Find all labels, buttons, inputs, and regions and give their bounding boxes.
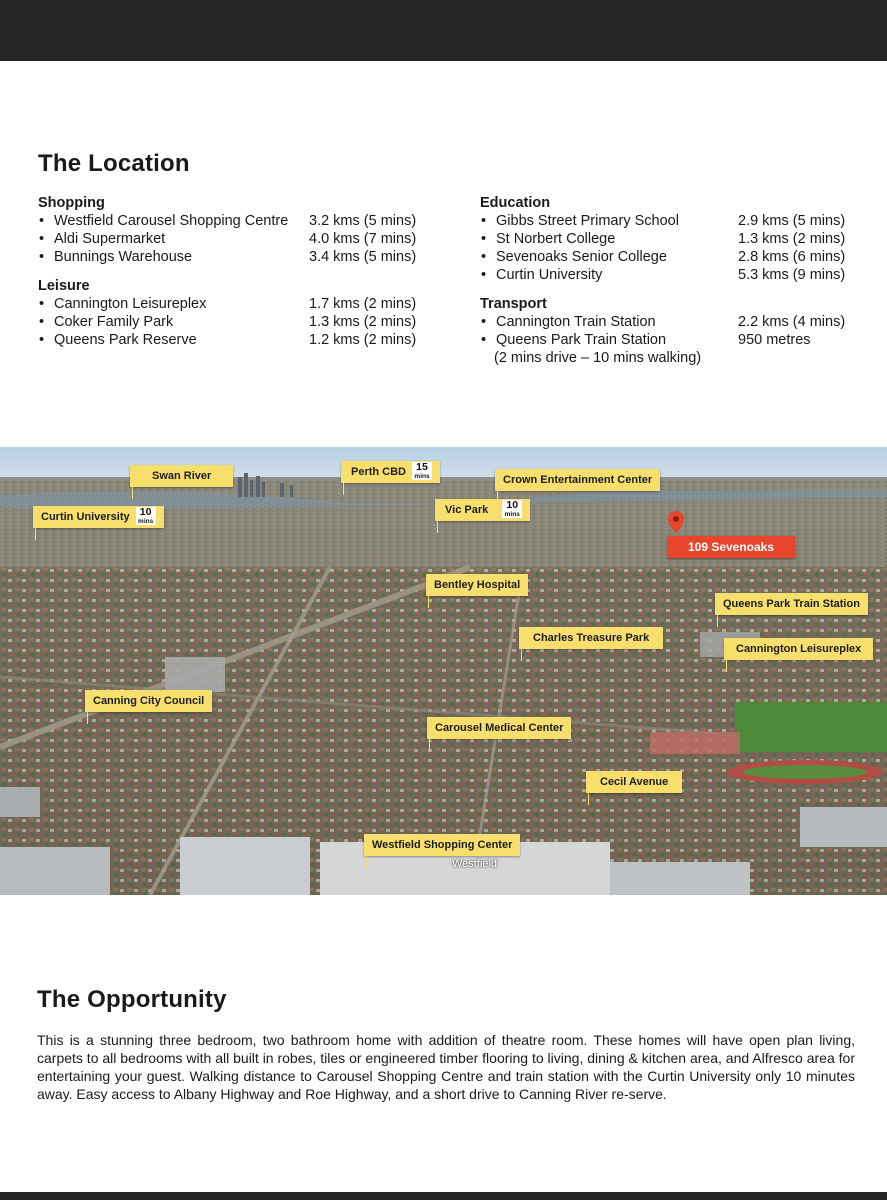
green-oval (735, 702, 887, 752)
map-label-bentley-hospital (426, 574, 528, 596)
transport-group (480, 295, 850, 367)
westfield-sign: Westfield (452, 858, 498, 870)
map-label-text: Queens Park Train Station (723, 598, 860, 610)
place-name: Curtin University (496, 267, 603, 283)
map-label-vic-park (435, 499, 530, 521)
list-item (38, 313, 428, 331)
bullet: • (39, 249, 45, 265)
place-distance: 4.0 kms (7 mins) (309, 231, 417, 247)
map-label-crown (495, 469, 660, 491)
top-bar (0, 0, 887, 61)
location-left-column (38, 194, 428, 360)
westfield-roof (180, 837, 310, 895)
map-label-text: Westfield Shopping Center (372, 839, 513, 851)
place-distance: 3.2 kms (5 mins) (309, 213, 417, 229)
bullet: • (481, 213, 487, 229)
map-label-perth-cbd (341, 461, 440, 483)
place-distance: 2.2 kms (4 mins) (738, 314, 846, 330)
transport-heading: Transport (480, 296, 547, 312)
place-distance: 1.7 kms (2 mins) (309, 296, 417, 312)
transport-note: (2 mins drive – 10 mins walking) (494, 350, 702, 366)
place-name: Westfield Carousel Shopping Centre (54, 213, 289, 229)
place-name: Bunnings Warehouse (54, 249, 193, 265)
travel-time-value: 10 (506, 499, 519, 512)
place-name: Sevenoaks Senior College (496, 249, 667, 265)
track-infield (743, 765, 867, 779)
target-property-label: 109 Sevenoaks (667, 536, 795, 558)
place-distance: 3.4 kms (5 mins) (309, 249, 417, 265)
shopping-heading: Shopping (38, 195, 105, 211)
place-name: Aldi Supermarket (54, 231, 166, 247)
map-label-cecil-avenue (586, 771, 682, 793)
map-label-charles-treasure-park (519, 627, 663, 649)
place-distance: 1.2 kms (2 mins) (309, 332, 417, 348)
building (165, 657, 225, 692)
bullet: • (481, 249, 487, 265)
building (650, 732, 740, 754)
place-distance: 1.3 kms (2 mins) (309, 314, 417, 330)
building (800, 807, 887, 847)
map-label-queens-park-station (715, 593, 868, 615)
bullet: • (39, 231, 45, 247)
list-item (480, 230, 850, 248)
list-item (38, 331, 428, 349)
list-item (38, 230, 428, 248)
bullet: • (39, 314, 45, 330)
map-label-text: Charles Treasure Park (533, 632, 650, 644)
bullet: • (39, 296, 45, 312)
list-item (480, 266, 850, 284)
map-label-text: Vic Park (445, 504, 489, 516)
place-name: St Norbert College (496, 231, 616, 247)
bullet: • (481, 314, 487, 330)
list-item (38, 295, 428, 313)
education-heading: Education (480, 195, 551, 211)
travel-time-badge (136, 507, 156, 525)
travel-time-value: 10 (139, 506, 152, 519)
map-label-text: Curtin University (41, 511, 130, 523)
place-name: Queens Park Reserve (54, 332, 197, 348)
map-label-text: Swan River (152, 470, 212, 482)
bottom-bar (0, 1192, 887, 1200)
map-label-text: Cannington Leisureplex (736, 643, 862, 655)
travel-time-badge (502, 500, 522, 518)
place-name: Queens Park Train Station (496, 332, 667, 348)
travel-time-unit: mins (138, 518, 154, 526)
location-pin-icon (667, 510, 685, 534)
building (0, 787, 40, 817)
map-label-westfield-shopping-center (364, 834, 520, 856)
bullet: • (481, 332, 487, 348)
place-name: Gibbs Street Primary School (496, 213, 679, 229)
map-label-text: Perth CBD (351, 466, 407, 478)
bullet: • (481, 267, 487, 283)
shopping-group (38, 194, 428, 266)
map-label-text: Crown Entertainment Center (503, 474, 653, 486)
list-item (38, 212, 428, 230)
opportunity-title: The Opportunity (37, 986, 227, 1013)
transport-note-row (480, 349, 850, 367)
place-name: Cannington Train Station (496, 314, 656, 330)
list-item (480, 248, 850, 266)
map-label-cannington-leisureplex (724, 638, 873, 660)
bullet: • (39, 332, 45, 348)
education-group (480, 194, 850, 284)
building (0, 847, 110, 895)
place-distance: 2.8 kms (6 mins) (738, 249, 846, 265)
list-item (480, 212, 850, 230)
place-name: Cannington Leisureplex (54, 296, 207, 312)
place-distance: 5.3 kms (9 mins) (738, 267, 846, 283)
map-label-swan-river (130, 465, 233, 487)
list-item (38, 248, 428, 266)
place-distance: 950 metres (738, 332, 811, 348)
place-distance: 2.9 kms (5 mins) (738, 213, 846, 229)
location-title: The Location (38, 150, 190, 177)
westfield-roof (610, 862, 750, 895)
place-name: Coker Family Park (54, 314, 174, 330)
map-label-text: Canning City Council (93, 695, 205, 707)
map-label-curtin-university (33, 506, 164, 528)
map-label-text: Carousel Medical Center (435, 722, 564, 734)
opportunity-description: This is a stunning three bedroom, two bathroom home with addition of theatre room. These homes will have open plan living, carpets to all bedrooms with all built in robes, tiles or engineered timber flooring to living, dining & kitchen area, and Alfresco area for entertaining your guest. Walking distance to Carousel Shopping Centre and train station with the Curtin University only 10 minutes away. Easy access to Albany Highway and Roe Highway, and a short drive to Canning River re-serve. (37, 1032, 855, 1102)
location-right-column (480, 194, 850, 378)
map-label-canning-city-council (85, 690, 212, 712)
leisure-group (38, 277, 428, 349)
bullet: • (39, 213, 45, 229)
travel-time-value: 15 (416, 461, 428, 474)
map-label-text: Cecil Avenue (600, 776, 669, 788)
map-label-carousel-medical (427, 717, 571, 739)
travel-time-badge (412, 462, 432, 480)
bullet: • (481, 231, 487, 247)
travel-time-unit: mins (504, 511, 520, 519)
list-item (480, 331, 850, 349)
travel-time-unit: mins (414, 473, 430, 481)
map-label-text: Bentley Hospital (434, 579, 521, 591)
leisure-heading: Leisure (38, 278, 90, 294)
place-distance: 1.3 kms (2 mins) (738, 231, 846, 247)
list-item (480, 313, 850, 331)
